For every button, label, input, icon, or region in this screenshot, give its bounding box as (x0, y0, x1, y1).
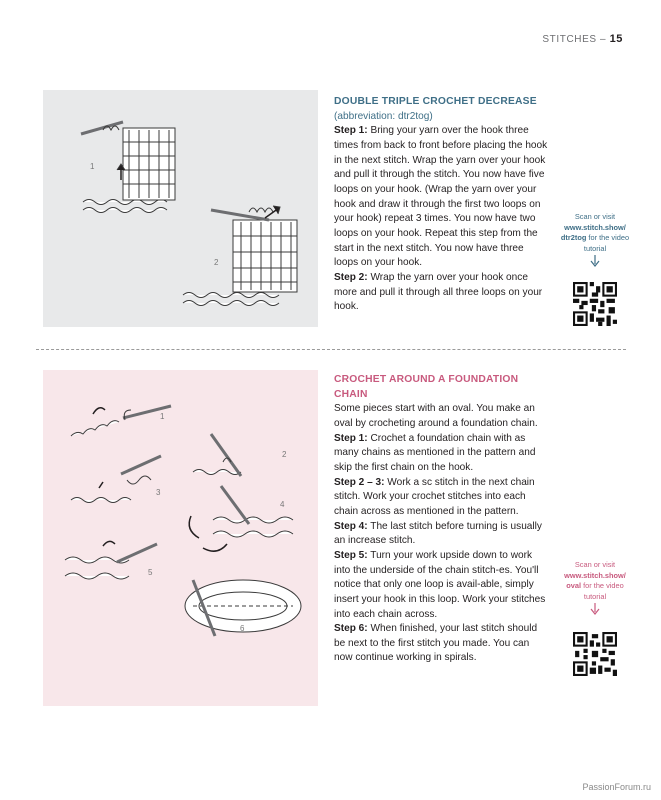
video-url[interactable]: www.stitch.show/ (564, 570, 626, 580)
watermark: PassionForum.ru (582, 782, 651, 792)
step-text: Bring your yarn over the hook three times from back to front before placing the hook in the next stitch. Wrap the yarn over your hook and pull it through the stitch. You now have five loops on your hook. (Wrap the yarn over your hook and draw it through the first two loops on your hook) repeat 3 times. You now have two loops on your hook. Repeat this step from the start in the next stitch. You now have three loops on your hook. (334, 125, 548, 269)
step-paragraph (334, 622, 550, 666)
step-paragraph (334, 124, 550, 271)
figure-label-1: 1 (90, 162, 95, 171)
step-label: Step 1: (334, 432, 368, 444)
figure-label-5: 5 (148, 568, 153, 577)
figure-label-2: 2 (214, 258, 219, 267)
figure-label-6: 6 (240, 624, 245, 633)
section-foundation-chain (334, 373, 550, 666)
step-text: Work a sc stitch in the next chain stitch. Work your crochet stitches into each chain across as mentioned in the pattern. (334, 476, 535, 517)
video-suffix: for the video tutorial (583, 233, 630, 253)
step-text: Crochet a foundation chain with as many chains as mentioned in the pattern and skip the first chain on the hook. (334, 432, 536, 473)
step-label: Step 5: (334, 549, 368, 561)
figure-label-2: 2 (282, 450, 287, 459)
video-slug[interactable]: dtr2tog (560, 233, 587, 242)
step-text: Wrap the yarn over your hook once more and pull it through all three loops on your hook. (334, 271, 543, 313)
figure-label-4: 4 (280, 500, 285, 509)
illustration-panel-foundation-chain (43, 370, 318, 706)
figure-label-1: 1 (160, 412, 165, 421)
arrow-down-icon (590, 255, 600, 267)
step-paragraph (334, 549, 550, 622)
video-tutorial-callout (559, 560, 631, 615)
foundation-chain-illustration (43, 370, 318, 706)
video-url[interactable]: www.stitch.show/ (564, 222, 626, 232)
step-text: Turn your work upside down to work into the underside of the chain stitch-es. You'll notice that only one loop is avail-able, simply insert your hook in this loop. Work your stitches into each chain across. (334, 549, 546, 620)
video-slug[interactable]: oval (566, 581, 582, 590)
video-prefix: Scan or visit (574, 560, 616, 569)
step-paragraph (334, 271, 550, 315)
figure-label-3: 3 (156, 488, 161, 497)
section-title: DOUBLE TRIPLE CROCHET DECREASE (334, 96, 537, 107)
step-label: Step 2: (334, 271, 368, 283)
step-label: Step 4: (334, 520, 368, 532)
section-divider (36, 349, 626, 350)
video-tutorial-callout (559, 212, 631, 267)
step-text: The last stitch before turning is usually an increase stitch. (334, 520, 542, 547)
illustration-panel-dtr2tog (43, 90, 318, 327)
step-paragraph (334, 432, 550, 476)
qr-code-icon[interactable] (573, 632, 617, 676)
video-suffix: for the video tutorial (581, 581, 624, 601)
section-dtr2tog (334, 95, 550, 315)
step-label: Step 6: (334, 623, 368, 635)
running-section-title: STITCHES – (542, 34, 607, 45)
intro-paragraph: Some pieces start with an oval. You make an oval by crocheting around a foundation chain. (334, 403, 538, 429)
step-label: Step 1: (334, 125, 368, 137)
section-title: CROCHET AROUND A FOUNDATION CHAIN (334, 374, 519, 400)
video-prefix: Scan or visit (574, 212, 616, 221)
qr-code-icon[interactable] (573, 282, 617, 326)
step-label: Step 2 – 3: (334, 476, 385, 488)
dtr2tog-illustration (43, 90, 318, 327)
step-paragraph (334, 520, 550, 549)
page-header (542, 33, 623, 45)
step-text: When finished, your last stitch should be next to the first stitch you made. You can now continue working in spirals. (334, 623, 538, 664)
abbreviation: (abbreviation: dtr2tog) (334, 110, 433, 122)
arrow-down-icon (590, 603, 600, 615)
step-paragraph (334, 476, 550, 520)
page-number: 15 (609, 33, 623, 45)
